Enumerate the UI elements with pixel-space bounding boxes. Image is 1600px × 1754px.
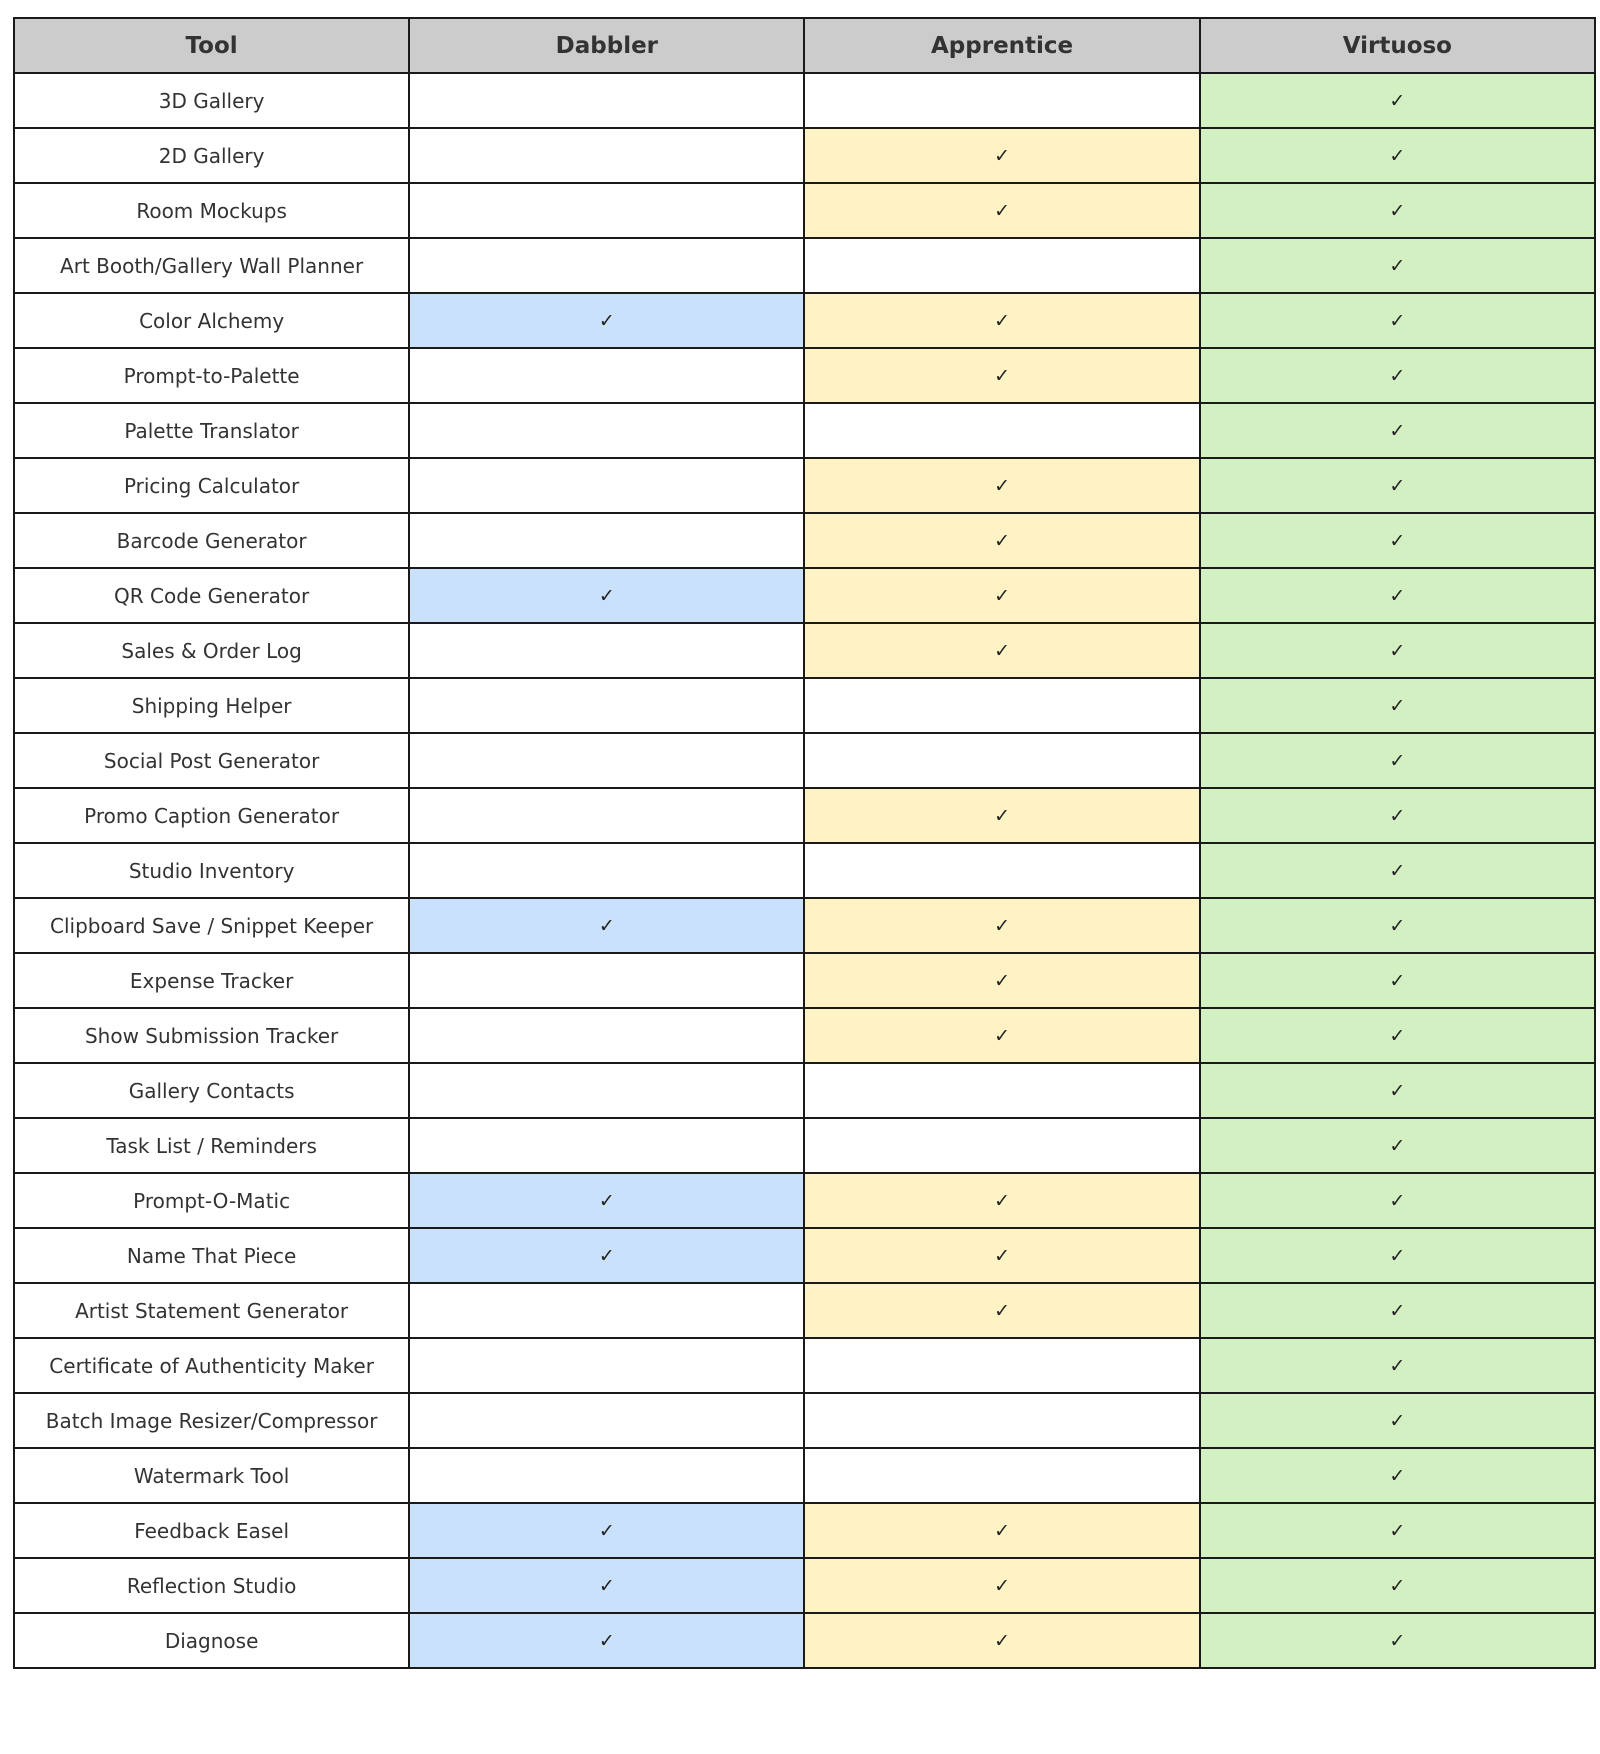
check-icon: ✓ (994, 804, 1011, 827)
check-icon: ✓ (1389, 1464, 1406, 1487)
apprentice-cell (804, 1613, 1199, 1668)
table-row (14, 513, 1595, 568)
check-icon: ✓ (994, 1574, 1011, 1597)
virtuoso-cell (1200, 1118, 1595, 1173)
tool-name-cell: Color Alchemy (14, 293, 409, 348)
virtuoso-cell (1200, 1503, 1595, 1558)
apprentice-cell (804, 73, 1199, 128)
check-icon: ✓ (1389, 914, 1406, 937)
virtuoso-cell (1200, 843, 1595, 898)
tool-name-cell: Prompt-to-Palette (14, 348, 409, 403)
check-icon: ✓ (1389, 529, 1406, 552)
check-icon: ✓ (994, 584, 1011, 607)
table-row (14, 1173, 1595, 1228)
dabbler-cell (409, 1558, 804, 1613)
dabbler-cell (409, 898, 804, 953)
check-icon: ✓ (1389, 639, 1406, 662)
check-icon: ✓ (994, 309, 1011, 332)
dabbler-cell (409, 568, 804, 623)
check-icon: ✓ (994, 1629, 1011, 1652)
dabbler-cell (409, 238, 804, 293)
check-icon: ✓ (1389, 1244, 1406, 1267)
dabbler-cell (409, 1063, 804, 1118)
check-icon: ✓ (1389, 1189, 1406, 1212)
check-icon: ✓ (1389, 474, 1406, 497)
check-icon: ✓ (1389, 1574, 1406, 1597)
check-icon: ✓ (994, 914, 1011, 937)
apprentice-cell (804, 1503, 1199, 1558)
table-row (14, 953, 1595, 1008)
apprentice-cell (804, 513, 1199, 568)
dabbler-cell (409, 1008, 804, 1063)
check-icon: ✓ (598, 1519, 615, 1542)
tool-name-cell: Certificate of Authenticity Maker (14, 1338, 409, 1393)
check-icon: ✓ (1389, 1134, 1406, 1157)
virtuoso-cell (1200, 733, 1595, 788)
tier-comparison-table-wrapper (13, 17, 1596, 1669)
check-icon: ✓ (1389, 1299, 1406, 1322)
apprentice-cell (804, 1558, 1199, 1613)
tool-name-cell: Art Booth/Gallery Wall Planner (14, 238, 409, 293)
virtuoso-cell (1200, 953, 1595, 1008)
check-icon: ✓ (1389, 364, 1406, 387)
table-header (14, 18, 1595, 73)
dabbler-cell (409, 953, 804, 1008)
apprentice-cell (804, 623, 1199, 678)
tool-name-cell: Batch Image Resizer/Compressor (14, 1393, 409, 1448)
dabbler-cell (409, 73, 804, 128)
virtuoso-cell (1200, 568, 1595, 623)
virtuoso-cell (1200, 1613, 1595, 1668)
table-row (14, 458, 1595, 513)
dabbler-cell (409, 293, 804, 348)
dabbler-cell (409, 348, 804, 403)
check-icon: ✓ (1389, 804, 1406, 827)
check-icon: ✓ (1389, 419, 1406, 442)
apprentice-cell (804, 953, 1199, 1008)
tool-name-cell: Expense Tracker (14, 953, 409, 1008)
dabbler-cell (409, 1393, 804, 1448)
apprentice-cell (804, 293, 1199, 348)
check-icon: ✓ (598, 914, 615, 937)
tool-name-cell: Feedback Easel (14, 1503, 409, 1558)
tool-name-cell: 2D Gallery (14, 128, 409, 183)
apprentice-cell (804, 568, 1199, 623)
check-icon: ✓ (1389, 309, 1406, 332)
table-row (14, 348, 1595, 403)
dabbler-cell (409, 1228, 804, 1283)
virtuoso-cell (1200, 128, 1595, 183)
table-row (14, 1008, 1595, 1063)
apprentice-cell (804, 403, 1199, 458)
check-icon: ✓ (1389, 1024, 1406, 1047)
virtuoso-cell (1200, 898, 1595, 953)
table-row (14, 238, 1595, 293)
check-icon: ✓ (994, 1519, 1011, 1542)
check-icon: ✓ (598, 1244, 615, 1267)
apprentice-cell (804, 1338, 1199, 1393)
header-dabbler: Dabbler (409, 18, 804, 73)
dabbler-cell (409, 678, 804, 733)
table-row (14, 1393, 1595, 1448)
apprentice-cell (804, 898, 1199, 953)
table-row (14, 1613, 1595, 1668)
check-icon: ✓ (994, 474, 1011, 497)
dabbler-cell (409, 1283, 804, 1338)
check-icon: ✓ (1389, 144, 1406, 167)
virtuoso-cell (1200, 238, 1595, 293)
dabbler-cell (409, 1448, 804, 1503)
table-row (14, 1558, 1595, 1613)
table-row (14, 733, 1595, 788)
check-icon: ✓ (1389, 749, 1406, 772)
apprentice-cell (804, 1173, 1199, 1228)
table-row (14, 73, 1595, 128)
check-icon: ✓ (1389, 1079, 1406, 1102)
apprentice-cell (804, 128, 1199, 183)
tool-name-cell: Shipping Helper (14, 678, 409, 733)
table-row (14, 898, 1595, 953)
check-icon: ✓ (994, 1299, 1011, 1322)
table-row (14, 1118, 1595, 1173)
apprentice-cell (804, 678, 1199, 733)
virtuoso-cell (1200, 1173, 1595, 1228)
apprentice-cell (804, 348, 1199, 403)
table-row (14, 678, 1595, 733)
check-icon: ✓ (1389, 1354, 1406, 1377)
tool-name-cell: 3D Gallery (14, 73, 409, 128)
table-row (14, 183, 1595, 238)
virtuoso-cell (1200, 678, 1595, 733)
table-row (14, 1283, 1595, 1338)
tool-name-cell: Reflection Studio (14, 1558, 409, 1613)
table-row (14, 1503, 1595, 1558)
check-icon: ✓ (598, 309, 615, 332)
check-icon: ✓ (994, 1189, 1011, 1212)
check-icon: ✓ (994, 1244, 1011, 1267)
tool-name-cell: Studio Inventory (14, 843, 409, 898)
apprentice-cell (804, 183, 1199, 238)
table-row (14, 843, 1595, 898)
dabbler-cell (409, 843, 804, 898)
virtuoso-cell (1200, 458, 1595, 513)
dabbler-cell (409, 788, 804, 843)
check-icon: ✓ (598, 1574, 615, 1597)
header-apprentice: Apprentice (804, 18, 1199, 73)
tool-name-cell: Promo Caption Generator (14, 788, 409, 843)
dabbler-cell (409, 513, 804, 568)
tool-name-cell: Social Post Generator (14, 733, 409, 788)
dabbler-cell (409, 1173, 804, 1228)
check-icon: ✓ (1389, 199, 1406, 222)
virtuoso-cell (1200, 623, 1595, 678)
virtuoso-cell (1200, 1393, 1595, 1448)
dabbler-cell (409, 458, 804, 513)
virtuoso-cell (1200, 1228, 1595, 1283)
table-row (14, 623, 1595, 678)
dabbler-cell (409, 1118, 804, 1173)
tool-name-cell: Artist Statement Generator (14, 1283, 409, 1338)
virtuoso-cell (1200, 1008, 1595, 1063)
table-row (14, 1448, 1595, 1503)
dabbler-cell (409, 403, 804, 458)
table-row (14, 128, 1595, 183)
tool-name-cell: Room Mockups (14, 183, 409, 238)
virtuoso-cell (1200, 513, 1595, 568)
check-icon: ✓ (1389, 1519, 1406, 1542)
check-icon: ✓ (598, 584, 615, 607)
tool-name-cell: Task List / Reminders (14, 1118, 409, 1173)
check-icon: ✓ (994, 199, 1011, 222)
tool-name-cell: Gallery Contacts (14, 1063, 409, 1118)
apprentice-cell (804, 733, 1199, 788)
check-icon: ✓ (1389, 694, 1406, 717)
virtuoso-cell (1200, 293, 1595, 348)
check-icon: ✓ (598, 1189, 615, 1212)
tier-comparison-table (13, 17, 1596, 1669)
virtuoso-cell (1200, 1448, 1595, 1503)
virtuoso-cell (1200, 403, 1595, 458)
check-icon: ✓ (1389, 89, 1406, 112)
tool-name-cell: Watermark Tool (14, 1448, 409, 1503)
check-icon: ✓ (1389, 1409, 1406, 1432)
check-icon: ✓ (994, 1024, 1011, 1047)
check-icon: ✓ (1389, 584, 1406, 607)
tool-name-cell: Palette Translator (14, 403, 409, 458)
check-icon: ✓ (1389, 969, 1406, 992)
virtuoso-cell (1200, 1283, 1595, 1338)
dabbler-cell (409, 183, 804, 238)
dabbler-cell (409, 1338, 804, 1393)
check-icon: ✓ (994, 529, 1011, 552)
tool-name-cell: Sales & Order Log (14, 623, 409, 678)
check-icon: ✓ (1389, 254, 1406, 277)
check-icon: ✓ (1389, 1629, 1406, 1652)
table-body (14, 73, 1595, 1668)
table-row (14, 568, 1595, 623)
tool-name-cell: Show Submission Tracker (14, 1008, 409, 1063)
dabbler-cell (409, 623, 804, 678)
check-icon: ✓ (994, 969, 1011, 992)
check-icon: ✓ (994, 144, 1011, 167)
tool-name-cell: Barcode Generator (14, 513, 409, 568)
header-virtuoso: Virtuoso (1200, 18, 1595, 73)
apprentice-cell (804, 843, 1199, 898)
check-icon: ✓ (1389, 859, 1406, 882)
tool-name-cell: Prompt-O-Matic (14, 1173, 409, 1228)
tool-name-cell: Pricing Calculator (14, 458, 409, 513)
table-row (14, 1228, 1595, 1283)
virtuoso-cell (1200, 1558, 1595, 1613)
tool-name-cell: Clipboard Save / Snippet Keeper (14, 898, 409, 953)
table-row (14, 1063, 1595, 1118)
apprentice-cell (804, 1228, 1199, 1283)
virtuoso-cell (1200, 183, 1595, 238)
apprentice-cell (804, 1118, 1199, 1173)
check-icon: ✓ (994, 639, 1011, 662)
table-row (14, 1338, 1595, 1393)
apprentice-cell (804, 788, 1199, 843)
dabbler-cell (409, 1503, 804, 1558)
apprentice-cell (804, 458, 1199, 513)
dabbler-cell (409, 128, 804, 183)
apprentice-cell (804, 1063, 1199, 1118)
header-tool: Tool (14, 18, 409, 73)
check-icon: ✓ (598, 1629, 615, 1652)
virtuoso-cell (1200, 788, 1595, 843)
virtuoso-cell (1200, 1338, 1595, 1393)
apprentice-cell (804, 238, 1199, 293)
tool-name-cell: Diagnose (14, 1613, 409, 1668)
dabbler-cell (409, 733, 804, 788)
table-row (14, 403, 1595, 458)
table-row (14, 788, 1595, 843)
virtuoso-cell (1200, 1063, 1595, 1118)
apprentice-cell (804, 1393, 1199, 1448)
check-icon: ✓ (994, 364, 1011, 387)
apprentice-cell (804, 1448, 1199, 1503)
apprentice-cell (804, 1283, 1199, 1338)
virtuoso-cell (1200, 348, 1595, 403)
header-row (14, 18, 1595, 73)
tool-name-cell: QR Code Generator (14, 568, 409, 623)
virtuoso-cell (1200, 73, 1595, 128)
apprentice-cell (804, 1008, 1199, 1063)
dabbler-cell (409, 1613, 804, 1668)
tool-name-cell: Name That Piece (14, 1228, 409, 1283)
table-row (14, 293, 1595, 348)
